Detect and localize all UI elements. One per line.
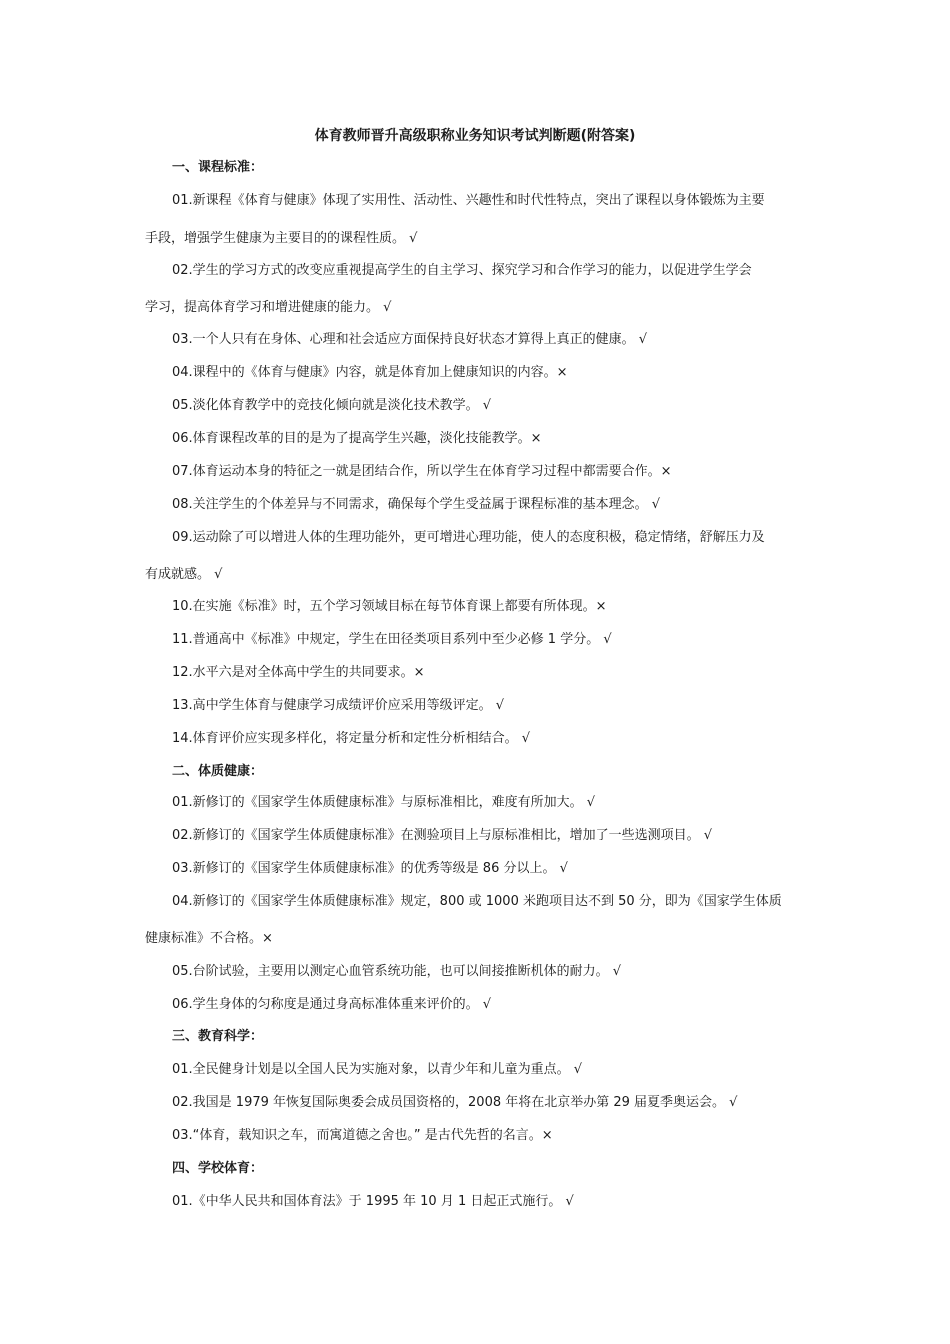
question-item: 06.学生身体的匀称度是通过身高标准体重来评价的。 √ bbox=[172, 997, 492, 1012]
question-item: 07.体育运动本身的特征之一就是团结合作，所以学生在体育学习过程中都需要合作。× bbox=[172, 464, 672, 479]
question-item: 08.关注学生的个体差异与不同需求，确保每个学生受益属于课程标准的基本理念。 √ bbox=[172, 497, 661, 512]
section-heading: 一、课程标准： bbox=[172, 160, 264, 175]
question-item-continuation: 学习，提高体育学习和增进健康的能力。 √ bbox=[145, 300, 392, 315]
question-item-continuation: 健康标准》不合格。× bbox=[145, 931, 273, 946]
question-item: 01.新修订的《国家学生体质健康标准》与原标准相比，难度有所加大。 √ bbox=[172, 795, 596, 810]
question-item: 04.新修订的《国家学生体质健康标准》规定，800 或 1000 米跑项目达不到 50 分，即为《国家学生体质 bbox=[172, 894, 782, 909]
question-item: 04.课程中的《体育与健康》内容，就是体育加上健康知识的内容。× bbox=[172, 365, 568, 380]
question-item: 05.淡化体育教学中的竞技化倾向就是淡化技术教学。 √ bbox=[172, 398, 492, 413]
question-item: 03.新修订的《国家学生体质健康标准》的优秀等级是 86 分以上。 √ bbox=[172, 861, 568, 876]
question-item: 02.学生的学习方式的改变应重视提高学生的自主学习、探究学习和合作学习的能力，以促进学生学会 bbox=[172, 263, 752, 278]
section-heading: 三、教育科学： bbox=[172, 1029, 264, 1044]
question-item: 13.高中学生体育与健康学习成绩评价应采用等级评定。 √ bbox=[172, 698, 505, 713]
question-item: 12.水平六是对全体高中学生的共同要求。× bbox=[172, 665, 425, 680]
question-item: 06.体育课程改革的目的是为了提高学生兴趣，淡化技能教学。× bbox=[172, 431, 542, 446]
question-item: 03.一个人只有在身体、心理和社会适应方面保持良好状态才算得上真正的健康。 √ bbox=[172, 332, 648, 347]
question-item: 01.《中华人民共和国体育法》于 1995 年 10 月 1 日起正式施行。 √ bbox=[172, 1194, 574, 1209]
section-heading: 四、学校体育： bbox=[172, 1161, 264, 1176]
question-item: 01.新课程《体育与健康》体现了实用性、活动性、兴趣性和时代性特点，突出了课程以身体锻炼为主要 bbox=[172, 193, 765, 208]
document-title: 体育教师晋升高级职称业务知识考试判断题(附答案) bbox=[314, 128, 636, 144]
question-item: 05.台阶试验，主要用以测定心血管系统功能，也可以间接推断机体的耐力。 √ bbox=[172, 964, 622, 979]
question-item: 02.我国是 1979 年恢复国际奥委会成员国资格的，2008 年将在北京举办第 29 届夏季奥运会。 √ bbox=[172, 1095, 738, 1110]
question-item: 14.体育评价应实现多样化，将定量分析和定性分析相结合。 √ bbox=[172, 731, 531, 746]
question-item-continuation: 有成就感。 √ bbox=[145, 567, 223, 582]
question-item-continuation: 手段，增强学生健康为主要目的的课程性质。 √ bbox=[145, 231, 418, 246]
question-item: 11.普通高中《标准》中规定，学生在田径类项目系列中至少必修 1 学分。 √ bbox=[172, 632, 612, 647]
section-heading: 二、体质健康： bbox=[172, 764, 264, 779]
question-item: 03.“体育，载知识之车，而寓道德之舍也。” 是古代先哲的名言。× bbox=[172, 1128, 553, 1143]
question-item: 09.运动除了可以增进人体的生理功能外，更可增进心理功能，使人的态度积极，稳定情绪，舒解压力及 bbox=[172, 530, 765, 545]
question-item: 01.全民健身计划是以全国人民为实施对象，以青少年和儿童为重点。 √ bbox=[172, 1062, 583, 1077]
question-item: 02.新修订的《国家学生体质健康标准》在测验项目上与原标准相比，增加了一些选测项目。 √ bbox=[172, 828, 713, 843]
question-item: 10.在实施《标准》时，五个学习领域目标在每节体育课上都要有所体现。× bbox=[172, 599, 607, 614]
